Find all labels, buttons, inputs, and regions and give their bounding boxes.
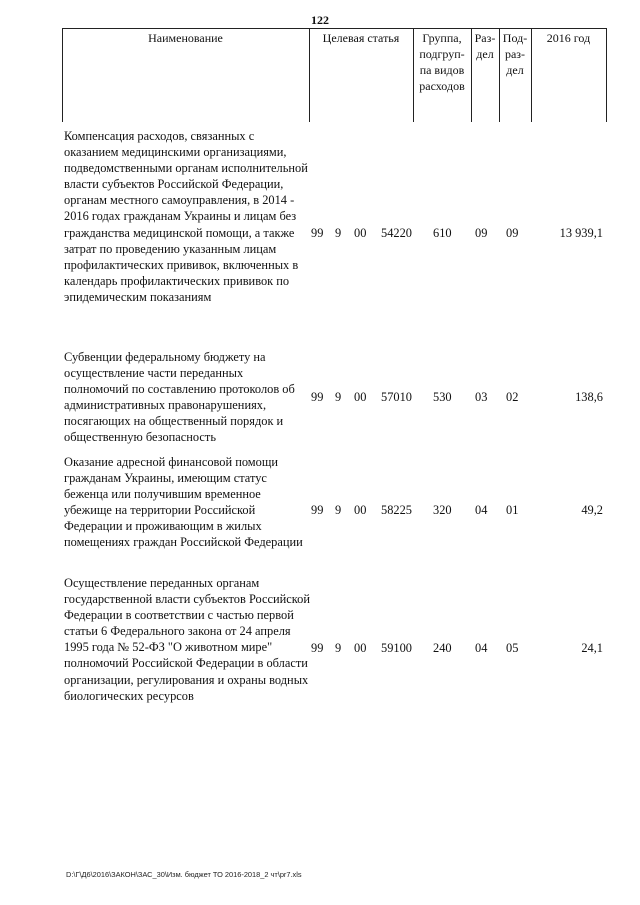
- code-subprogram: 9: [335, 226, 342, 240]
- section: 09: [475, 226, 488, 240]
- page-number: 122: [311, 13, 329, 27]
- amount: 138,6: [575, 390, 603, 404]
- header-year: 2016 год: [546, 31, 591, 45]
- code-main-event: 00: [354, 641, 367, 655]
- code-program: 99: [311, 641, 324, 655]
- code-program: 99: [311, 503, 324, 517]
- subsection: 02: [506, 390, 519, 404]
- code-main-event: 00: [354, 226, 367, 240]
- code-direction: 58225: [381, 503, 412, 517]
- header-vline: [606, 28, 607, 122]
- header-section: Раз- дел: [474, 31, 496, 61]
- code-main-event: 00: [354, 503, 367, 517]
- section: 03: [475, 390, 488, 404]
- row-name: Оказание адресной финансовой помощи гражданам Украины, имеющим статус беженца или получившим временное убежище на территории Российской Федерации и проживающим в жилых помещениях граждан Российской Федерации: [64, 455, 303, 550]
- header-top-rule: [62, 28, 607, 29]
- section: 04: [475, 503, 488, 517]
- code-subprogram: 9: [335, 641, 342, 655]
- code-direction: 54220: [381, 226, 412, 240]
- code-program: 99: [311, 226, 324, 240]
- row-name: Субвенции федеральному бюджету на осуществление части переданных полномочий по составлению протоколов об административных правонарушениях, посягающих на общественный порядок и общественную безопасность: [64, 350, 295, 445]
- expense-group: 530: [433, 390, 452, 404]
- amount: 49,2: [581, 503, 603, 517]
- row-name: Компенсация расходов, связанных с оказанием медицинскими организациями, подведомственными органам исполнительной власти субъектов Российской Федерации, органам местного самоуправления, в 2014 - 2016 годах гражданам Украины и лицам без гражданства медицинской помощи, а также затрат по проведению указанным лицам профилактических прививок, включенных в календарь профилактических прививок по эпидемическим показаниям: [64, 129, 308, 304]
- header-target-article: Целевая статья: [322, 31, 400, 45]
- row-name: Осуществление переданных органам государственной власти субъектов Российской Федерации в соответствии с частью первой статьи 6 Федерального закона от 24 апреля 1995 года № 52-ФЗ "О животном мире" полномочий Российской Федерации в области организации, регулирования и охраны водных биологических ресурсов: [64, 576, 311, 703]
- expense-group: 610: [433, 226, 452, 240]
- code-program: 99: [311, 390, 324, 404]
- subsection: 01: [506, 503, 519, 517]
- header-expense-group: Группа, подгруп- па видов расходов: [419, 31, 465, 93]
- code-subprogram: 9: [335, 503, 342, 517]
- code-direction: 57010: [381, 390, 412, 404]
- expense-group: 240: [433, 641, 452, 655]
- amount: 13 939,1: [559, 226, 603, 240]
- section: 04: [475, 641, 488, 655]
- subsection: 09: [506, 226, 519, 240]
- code-main-event: 00: [354, 390, 367, 404]
- subsection: 05: [506, 641, 519, 655]
- code-direction: 59100: [381, 641, 412, 655]
- amount: 24,1: [581, 641, 603, 655]
- file-path-footer: D:\Г\Д6\2016\ЗАКОН\ЗАС_30\Изм. бюджет ТО 2016-2018_2 чт\pr7.xls: [66, 870, 302, 879]
- expense-group: 320: [433, 503, 452, 517]
- header-name: Наименование: [148, 31, 223, 45]
- code-subprogram: 9: [335, 390, 342, 404]
- header-subsection: Под- раз- дел: [502, 31, 528, 77]
